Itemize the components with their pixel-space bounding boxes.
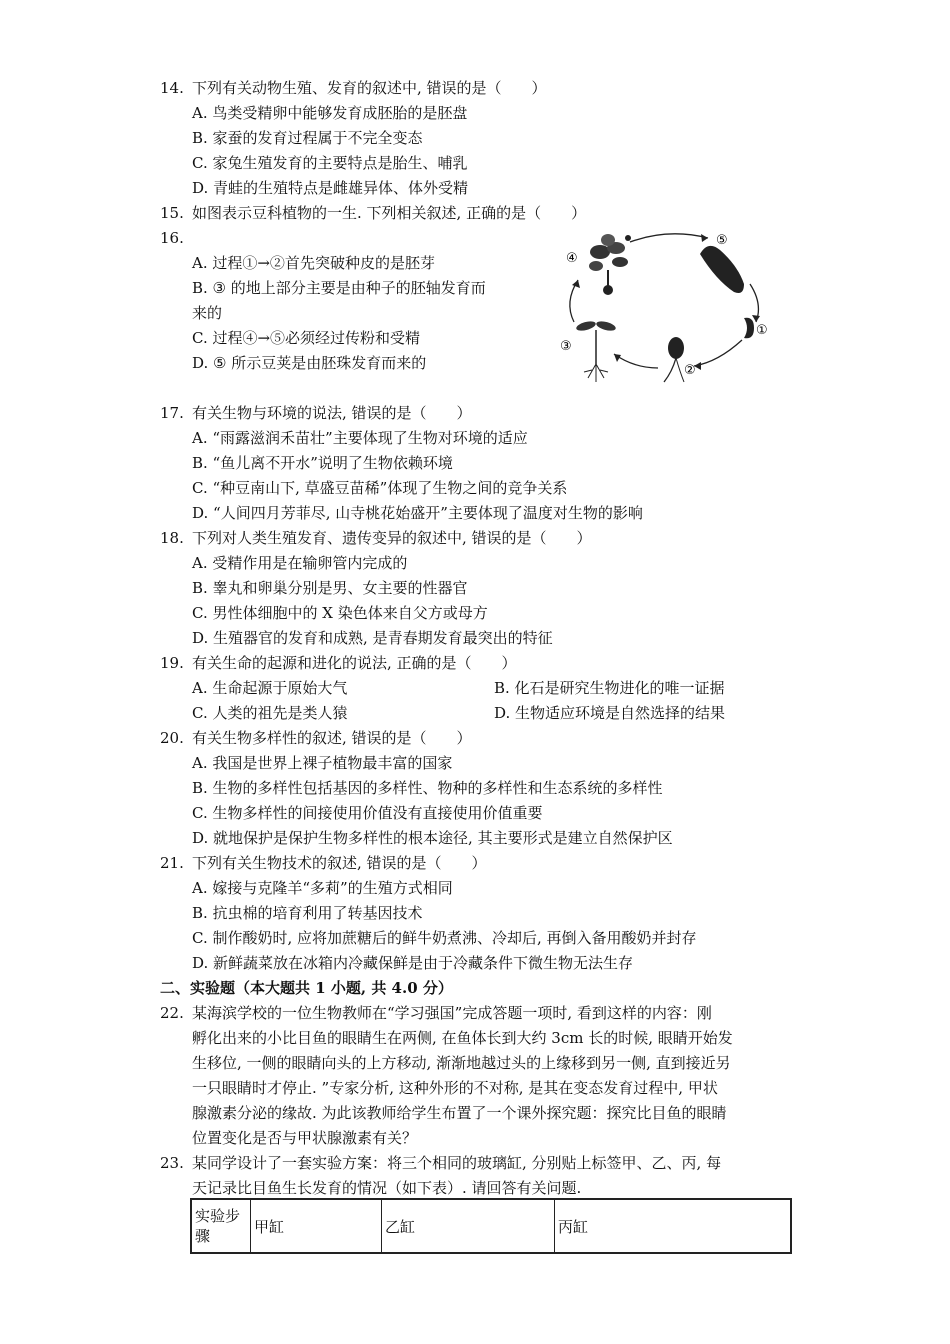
q17-number: 17. — [160, 404, 184, 422]
q19-number: 19. — [160, 654, 184, 672]
stage-1-seed-icon — [744, 318, 754, 339]
q21-option-a: A. 嫁接与克隆羊“多莉”的生殖方式相同 — [192, 879, 453, 897]
experiment-table — [190, 1198, 792, 1254]
stage-4-plant-icon — [589, 234, 631, 295]
stage-5-pod-icon — [700, 242, 744, 293]
q20-stem: 有关生物多样性的叙述, 错误的是（ ） — [192, 729, 472, 747]
q14-stem: 下列有关动物生殖、发育的叙述中, 错误的是（ ） — [192, 79, 547, 97]
q21-number: 21. — [160, 854, 184, 872]
q19-option-a: A. 生命起源于原始大气 — [192, 679, 348, 697]
q14-option-d: D. 青蛙的生殖特点是雌雄异体、体外受精 — [192, 179, 469, 197]
diagram-label-5: ⑤ — [716, 233, 728, 248]
q16-option-c: C. 过程④→⑤必须经过传粉和受精 — [192, 329, 421, 347]
table-header-step — [191, 1199, 251, 1253]
q20-option-c: C. 生物多样性的间接使用价值没有直接使用价值重要 — [192, 804, 543, 822]
q18-number: 18. — [160, 529, 184, 547]
q19-stem: 有关生命的起源和进化的说法, 正确的是（ ） — [192, 654, 517, 672]
q14-option-b: B. 家蚕的发育过程属于不完全变态 — [192, 129, 423, 147]
q16-option-d: D. ⑤ 所示豆荚是由胚珠发育而来的 — [192, 354, 427, 372]
q17-option-b: B. “鱼儿离不开水”说明了生物依赖环境 — [192, 454, 453, 472]
section-2-title: 二、实验题（本大题共 1 小题, 共 4.0 分） — [160, 979, 453, 997]
q21-option-c: C. 制作酸奶时, 应将加蔗糖后的鲜牛奶煮沸、冷却后, 再倒入备用酸奶并封存 — [192, 929, 697, 947]
q14-option-a: A. 鸟类受精卵中能够发育成胚胎的是胚盘 — [192, 104, 468, 122]
q15-stem: 如图表示豆科植物的一生. 下列相关叙述, 正确的是（ ） — [192, 204, 587, 222]
q21-option-b: B. 抗虫棉的培育利用了转基因技术 — [192, 904, 423, 922]
q17-option-c: C. “种豆南山下, 草盛豆苗稀”体现了生物之间的竞争关系 — [192, 479, 568, 497]
q23-number: 23. — [160, 1154, 184, 1172]
q22-line-6: 位置变化是否与甲状腺激素有关？ — [192, 1129, 418, 1147]
diagram-label-4: ④ — [566, 251, 578, 266]
q14-number: 14. — [160, 79, 184, 97]
q18-option-c: C. 男性体细胞中的 X 染色体来自父方或母方 — [192, 604, 488, 622]
arrow-2-to-3 — [614, 354, 658, 368]
diagram-label-1: ① — [756, 323, 768, 338]
q21-stem: 下列有关生物技术的叙述, 错误的是（ ） — [192, 854, 487, 872]
q19-option-d: D. 生物适应环境是自然选择的结果 — [494, 704, 726, 722]
q22-line-2: 孵化出来的小比目鱼的眼睛生在两侧, 在鱼体长到大约 3cm 长的时候, 眼睛开始发 — [192, 1029, 733, 1047]
table-header-step-line1: 实验步 — [195, 1207, 241, 1225]
q20-number: 20. — [160, 729, 184, 747]
table-row — [191, 1199, 791, 1253]
q22-number: 22. — [160, 1004, 184, 1022]
table-col-bing: 丙缸 — [555, 1199, 792, 1253]
q23-line-2: 天记录比目鱼生长发育的情况（如下表）. 请回答有关问题. — [192, 1179, 582, 1197]
legume-life-cycle-diagram — [558, 222, 778, 390]
q20-option-d: D. 就地保护是保护生物多样性的根本途径, 其主要形式是建立自然保护区 — [192, 829, 673, 847]
q14-option-c: C. 家兔生殖发育的主要特点是胎生、哺乳 — [192, 154, 468, 172]
q20-option-b: B. 生物的多样性包括基因的多样性、物种的多样性和生态系统的多样性 — [192, 779, 663, 797]
q20-option-a: A. 我国是世界上裸子植物最丰富的国家 — [192, 754, 453, 772]
q18-option-d: D. 生殖器官的发育和成熟, 是青春期发育最突出的特征 — [192, 629, 553, 647]
arrow-1-to-2 — [694, 340, 742, 366]
q23-line-1: 某同学设计了一套实验方案：将三个相同的玻璃缸, 分别贴上标签甲、乙、丙, 每 — [192, 1154, 722, 1172]
q19-option-c: C. 人类的祖先是类人猿 — [192, 704, 348, 722]
q22-line-5: 腺激素分泌的缘故. 为此该教师给学生布置了一个课外探究题：探究比目鱼的眼睛 — [192, 1104, 727, 1122]
diagram-label-2: ② — [684, 363, 696, 378]
q17-option-a: A. “雨露滋润禾苗壮”主要体现了生物对环境的适应 — [192, 429, 528, 447]
q17-stem: 有关生物与环境的说法, 错误的是（ ） — [192, 404, 472, 422]
table-col-yi: 乙缸 — [382, 1199, 555, 1253]
q18-stem: 下列对人类生殖发育、遗传变异的叙述中, 错误的是（ ） — [192, 529, 592, 547]
q19-option-b: B. 化石是研究生物进化的唯一证据 — [494, 679, 725, 697]
diagram-label-3: ③ — [560, 339, 572, 354]
q18-option-b: B. 睾丸和卵巢分别是男、女主要的性器官 — [192, 579, 468, 597]
stage-2-germinating-seed-icon — [664, 337, 684, 382]
table-header-step-line2: 骤 — [195, 1227, 211, 1245]
q15-number: 15. — [160, 204, 184, 222]
table-col-jia: 甲缸 — [251, 1199, 382, 1253]
q17-option-d: D. “人间四月芳菲尽, 山寺桃花始盛开”主要体现了温度对生物的影响 — [192, 504, 643, 522]
q16-number: 16. — [160, 229, 184, 247]
q16-option-b-cont: 来的 — [192, 304, 223, 322]
q22-line-3: 生移位, 一侧的眼睛向头的上方移动, 渐渐地越过头的上缘移到另一侧, 直到接近另 — [192, 1054, 731, 1072]
stage-3-seedling-icon — [575, 320, 616, 382]
arrowhead-3-to-4 — [572, 280, 580, 288]
arrow-4-to-5 — [630, 234, 708, 242]
q16-option-b: B. ③ 的地上部分主要是由种子的胚轴发育而 — [192, 279, 486, 297]
q16-option-a: A. 过程①→②首先突破种皮的是胚芽 — [192, 254, 435, 272]
arrowhead-5-to-1 — [752, 315, 760, 322]
q22-line-4: 一只眼睛时才停止. ”专家分析, 这种外形的不对称, 是其在变态发育过程中, 甲状 — [192, 1079, 718, 1097]
q21-option-d: D. 新鲜蔬菜放在冰箱内冷藏保鲜是由于冷藏条件下微生物无法生存 — [192, 954, 634, 972]
q18-option-a: A. 受精作用是在输卵管内完成的 — [192, 554, 408, 572]
arrowhead-4-to-5 — [701, 234, 708, 242]
q22-line-1: 某海滨学校的一位生物教师在“学习强国”完成答题一项时, 看到这样的内容：刚 — [192, 1004, 712, 1022]
